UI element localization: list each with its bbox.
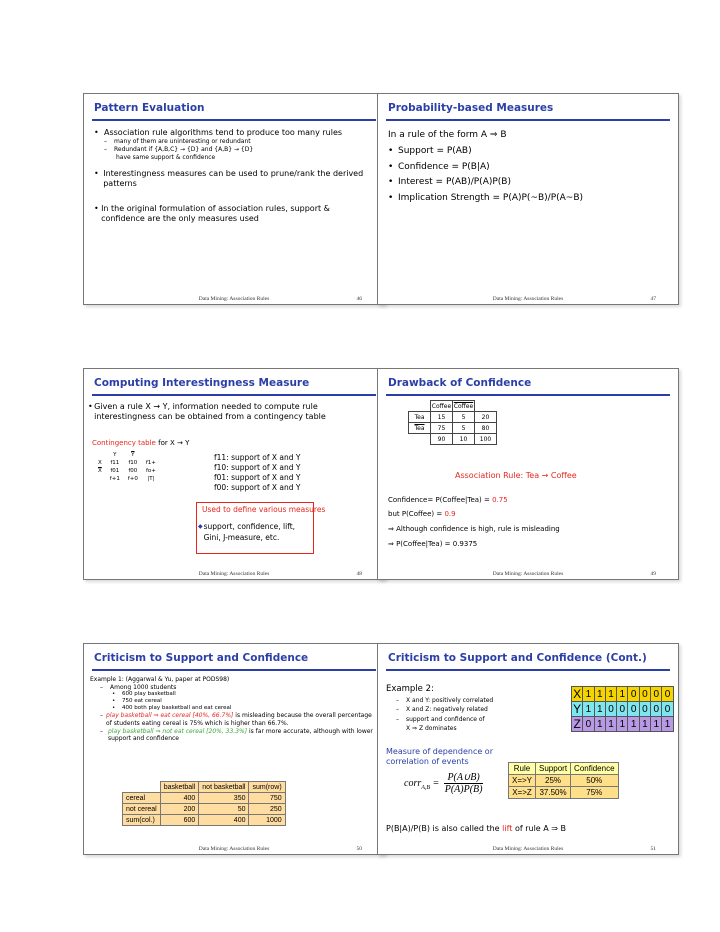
table-cell: f11 <box>110 460 120 466</box>
footer-label: Data Mining: Association Rules <box>198 571 270 577</box>
grid-cell: 1 <box>583 702 594 717</box>
footer-label: Data Mining: Association Rules <box>198 296 270 302</box>
footer-label: Data Mining: Association Rules <box>198 846 270 852</box>
table-cell: 100 <box>475 434 497 445</box>
grid-cell: 0 <box>639 702 650 717</box>
definitions <box>214 453 300 494</box>
measure-item: Support = P(AB) <box>398 145 472 156</box>
diamond-bullet-icon: ◆ <box>198 523 203 530</box>
table-cell: 5 <box>453 423 475 434</box>
definition: f00: support of X and Y <box>214 483 301 493</box>
slide-title: Drawback of Confidence <box>388 377 532 389</box>
title-rule <box>386 119 670 121</box>
title-rule <box>386 394 670 396</box>
bullet: In the original formulation of association rules, support & confidence are the only measures used <box>101 203 330 223</box>
table-cell: sum(row) <box>249 782 285 793</box>
measure-item: Implication Strength = P(A)P(~B)/P(A~B) <box>398 193 584 203</box>
measure-item: Interest = P(AB)/P(A)P(B) <box>398 177 511 188</box>
table-cell <box>142 451 160 459</box>
slide-number: 48 <box>356 571 362 577</box>
formula-denominator: P(A)P(B) <box>444 784 483 795</box>
grid-cell: 0 <box>662 702 673 717</box>
grid-cell: 0 <box>617 702 628 717</box>
definition: f10: support of X and Y <box>214 463 301 473</box>
measures-list: support, confidence, lift, Gini, J-measure, etc. <box>203 522 296 543</box>
slide-50: Criticism to Support and Confidence Example 1: (Aggarwal & Yu, paper at PODS98) – Among 1000 students • 600 play basketball • 750 eat cereal • 400 both play basketball and eat cereal – play basketball ⇒ eat cereal [40%, 66.7%] is misleading because the overall percentage of students eating cereal is 75% which is higher than 66.7%. – play basketball ⇒ not eat cereal [20%, 33.3%] is far more accurate, although with lower support and confidence basketball not basketball sum(row) cereal 400 350 750 not cereal 200 50 250 sum(col.) 600 400 1000 Data Mining: Association Rules 50 <box>83 643 385 855</box>
table-cell: 750 <box>249 793 285 804</box>
example-heading: Example 2: <box>386 684 434 694</box>
table-cell: 37.50% <box>536 787 571 799</box>
contingency-for: for X → Y <box>158 439 190 447</box>
lift-text-end: of rule A ⇒ B <box>512 824 566 833</box>
table-cell: 15 <box>431 412 453 423</box>
association-rule: Association Rule: Tea → Coffee <box>455 471 577 480</box>
table-cell: 50 <box>199 804 249 815</box>
table-cell: 5 <box>453 412 475 423</box>
table-cell: f1+ <box>145 460 156 466</box>
table-cell: 350 <box>199 793 249 804</box>
table-cell: 90 <box>431 434 453 445</box>
measure-text: Measure of dependence or correlation of events <box>386 747 493 767</box>
table-cell: f+1 <box>109 476 120 482</box>
binary-grid <box>571 686 674 732</box>
grid-cell: 0 <box>628 702 639 717</box>
title-rule <box>92 669 376 671</box>
footer-label: Data Mining: Association Rules <box>492 571 564 577</box>
sub-bullet: X and Z: negatively related <box>406 706 488 714</box>
confidence-text: Confidence= P(Coffee|Tea) = <box>388 496 493 504</box>
grid-cell: X <box>573 687 582 701</box>
bullet: Interestingness measures can be used to prune/rank the derived patterns <box>103 168 364 189</box>
corr-formula: corr $_{A,B}$ = $\frac{P(A\cup B)}{P(A)P(B)}$ <box>404 772 485 795</box>
slide-51: Criticism to Support and Confidence (Cont.) Example 2: – X and Y: positively correlated – X and Z: negatively related – support and confidence of X ⇒ Z dominates X 1 1 1 1 0 0 0 0 Y 1 1 0 0 0 0 0 0 Z 0 1 1 1 1 1 1 1 Measure of dependence or correlation of events corr $_{A,B}$ = $\frac{P(A\cup B)}{P(A)P(B)}$ Rule Support Confidence X=>Y 25% 50% X=>Z 37.50% 75% P(B|A)/P(B) is also called the lift of rule A ⇒ B Data Mining: Association Rules 51 <box>377 643 679 855</box>
formula-numerator: P(A∪B) <box>444 772 482 784</box>
table-cell: 1000 <box>249 815 285 826</box>
confidence-value: 0.75 <box>492 496 508 504</box>
rule-explanation: is far more accurate, although with lower support and confidence <box>108 727 373 743</box>
slide-body: In a rule of the form A ⇒ B • Support = P(AB) • Confidence = P(B|A) • Interest = P(AB)/P(A)P(B) • Implication Strength = P(A)P(~B)/P(A~B) <box>388 128 670 207</box>
intro-text: In a rule of the form A ⇒ B <box>388 130 507 140</box>
grid-cell: 1 <box>594 687 605 702</box>
grid-cell: Z <box>573 717 581 731</box>
grid-cell: 0 <box>639 687 650 702</box>
table-cell: 75% <box>571 787 618 799</box>
slide-number: 50 <box>356 846 362 852</box>
slide-49 <box>377 368 679 580</box>
rules-table <box>508 762 619 799</box>
table-cell: fo+ <box>145 468 156 474</box>
slide-number: 51 <box>650 846 656 852</box>
rule-red: play basketball ⇒ eat cereal [40%, 66.7%] <box>106 712 234 720</box>
grid-cell: 1 <box>617 717 628 732</box>
rule-green: play basketball ⇒ not eat cereal [20%, 33.3%] <box>108 727 248 735</box>
formula-lhs: corr <box>404 778 422 789</box>
table-cell: $\overline{Y}$ <box>131 452 135 458</box>
table-cell: basketball <box>160 782 199 793</box>
slide-body: • Association rule algorithms tend to produce too many rules – many of them are uninteresting or redundant – Redundant if {A,B,C} → {D} and {A,B} → {D} have same support & confidence • Interestingness measures can be used to prune/rank the derived patterns • In the original formulation of association rules, support & confidence are the only measures used <box>94 128 376 224</box>
grid-cell: 0 <box>662 687 673 702</box>
definition: f11: support of X and Y <box>214 453 301 462</box>
table-cell: f01 <box>110 468 120 474</box>
contingency-label: Contingency table <box>92 439 156 447</box>
table-cell: 600 <box>160 815 199 826</box>
table-cell: f00 <box>128 468 138 474</box>
table-cell: Tea <box>409 412 431 423</box>
table-cell: not cereal <box>123 804 161 815</box>
title-rule <box>386 669 670 671</box>
table-cell: X=>Y <box>509 775 536 787</box>
sub-bullet-cont: have same support & confidence <box>116 153 216 161</box>
table-cell: Y <box>113 452 117 458</box>
sub-bullet: Redundant if {A,B,C} → {D} and {A,B} → {D} <box>114 146 254 154</box>
table-cell: Support <box>536 763 571 775</box>
grid-cell: 1 <box>605 687 616 702</box>
slide-46 <box>83 93 385 305</box>
table-cell: cereal <box>123 793 161 804</box>
grid-cell: 1 <box>662 717 673 732</box>
grid-cell: 1 <box>651 717 662 732</box>
table-cell: 25% <box>536 775 571 787</box>
contingency-table <box>94 451 160 483</box>
grid-cell: 1 <box>594 717 605 732</box>
slide-number: 46 <box>356 296 362 302</box>
table-cell: 250 <box>249 804 285 815</box>
grid-cell: 0 <box>651 702 662 717</box>
prob-value: 0.9 <box>444 510 456 518</box>
table-cell: 200 <box>160 804 199 815</box>
definition: f01: support of X and Y <box>214 473 301 483</box>
table-cell: 80 <box>475 423 497 434</box>
table-cell: f+0 <box>127 476 138 482</box>
slide-47 <box>377 93 679 305</box>
prob-text: but P(Coffee) = <box>388 510 445 518</box>
used-label: Used to define various measures <box>202 505 326 514</box>
formula-sub: A,B <box>421 784 431 791</box>
grid-cell: 0 <box>651 687 662 702</box>
grid-cell: 1 <box>583 687 594 702</box>
grid-cell: 1 <box>605 717 616 732</box>
grid-cell: 0 <box>583 717 594 732</box>
table-cell: $\overline{Tea}$ <box>409 423 431 434</box>
table-cell: Rule <box>509 763 536 775</box>
table-cell: 50% <box>571 775 618 787</box>
table-cell: not basketball <box>199 782 249 793</box>
title-rule <box>92 394 376 396</box>
table-cell: Confidence <box>571 763 618 775</box>
grid-cell: 1 <box>617 687 628 702</box>
table-cell <box>94 451 106 459</box>
slide-number: 47 <box>650 296 656 302</box>
footer-label: Data Mining: Association Rules <box>492 296 564 302</box>
table-cell <box>94 475 106 483</box>
sub-sub-bullet: 600 play basketball <box>122 691 176 698</box>
measure-item: Confidence = P(B|A) <box>398 161 490 172</box>
slide-title: Probability-based Measures <box>388 102 554 114</box>
table-cell: $\overline{X}$ <box>98 468 102 474</box>
table-cell: Coffee <box>431 402 452 410</box>
grid-cell: 1 <box>594 702 605 717</box>
table-cell: f10 <box>128 460 138 466</box>
intro-text: Given a rule X → Y, information needed to compute rule interestingness can be obtained from a contingency table <box>94 402 326 422</box>
rule-explanation: is misleading because the overall percentage of students eating cereal is 75% which is higher than 66.7%. <box>106 712 372 728</box>
sub-bullet: many of them are uninteresting or redundant <box>114 138 251 146</box>
lift-text: P(B|A)/P(B) is also called the <box>386 824 503 833</box>
table-cell: 400 <box>160 793 199 804</box>
table-cell <box>123 782 161 793</box>
table-cell: 20 <box>475 412 497 423</box>
sub-bullet: Among 1000 students <box>110 683 177 691</box>
bullet: Association rule algorithms tend to produce too many rules <box>104 128 343 137</box>
tea-coffee-table <box>408 400 497 445</box>
table-cell <box>409 401 431 412</box>
conditional-prob: ⇒ P(Coffee|Tea) = 0.9375 <box>388 540 478 548</box>
sub-sub-bullet: 400 both play basketball and eat cereal <box>122 705 232 712</box>
table-cell: sum(col.) <box>123 815 161 826</box>
table-cell: Coffee <box>453 402 474 410</box>
basketball-table <box>122 781 286 826</box>
table-cell: X=>Z <box>509 787 536 799</box>
grid-cell: 1 <box>639 717 650 732</box>
slide-title: Criticism to Support and Confidence (Cont.) <box>388 652 647 664</box>
sub-bullet: X and Y: positively correlated <box>406 697 494 704</box>
grid-cell: 1 <box>628 717 639 732</box>
misleading-note: ⇒ Although confidence is high, rule is misleading <box>388 525 560 533</box>
footer-label: Data Mining: Association Rules <box>492 846 564 852</box>
slide-title: Pattern Evaluation <box>94 102 205 114</box>
slide-title: Criticism to Support and Confidence <box>94 652 309 664</box>
grid-cell: Y <box>573 702 582 716</box>
table-cell: 10 <box>453 434 475 445</box>
slide-title: Computing Interestingness Measure <box>94 377 310 389</box>
grid-cell: 0 <box>605 702 616 717</box>
table-cell <box>409 434 431 445</box>
sub-sub-bullet: 750 eat cereal <box>122 698 162 705</box>
title-rule <box>92 119 376 121</box>
grid-cell: 0 <box>628 687 639 702</box>
table-cell: X <box>98 460 102 466</box>
sub-bullet-cont: X ⇒ Z dominates <box>406 724 457 732</box>
table-cell: 75 <box>431 423 453 434</box>
slide-48: Computing Interestingness Measure • Given a rule X → Y, information needed to compute rule interestingness can be obtained from a contingency table Contingency table for X → Y Y $\overline{Y}$ X f11 f10 f1+ $\overline{X}$ f01 f00 fo+ f+1 f+0 |T| f11: support of X and Y f10: support of X and Y f01: support of X and Y f00: support of X and Y Used to define various measures ◆ support, confidence, lift, Gini, J-measure, etc. Data Mining: Association Rules 48 <box>83 368 385 580</box>
table-cell <box>475 401 497 412</box>
table-cell: 400 <box>199 815 249 826</box>
slide-number: 49 <box>650 571 656 577</box>
lift-word: lift <box>502 824 513 833</box>
sub-bullet: support and confidence of <box>406 715 485 723</box>
table-cell: |T| <box>147 476 155 482</box>
example-heading: Example 1: (Aggarwal & Yu, paper at PODS98) <box>90 676 230 683</box>
